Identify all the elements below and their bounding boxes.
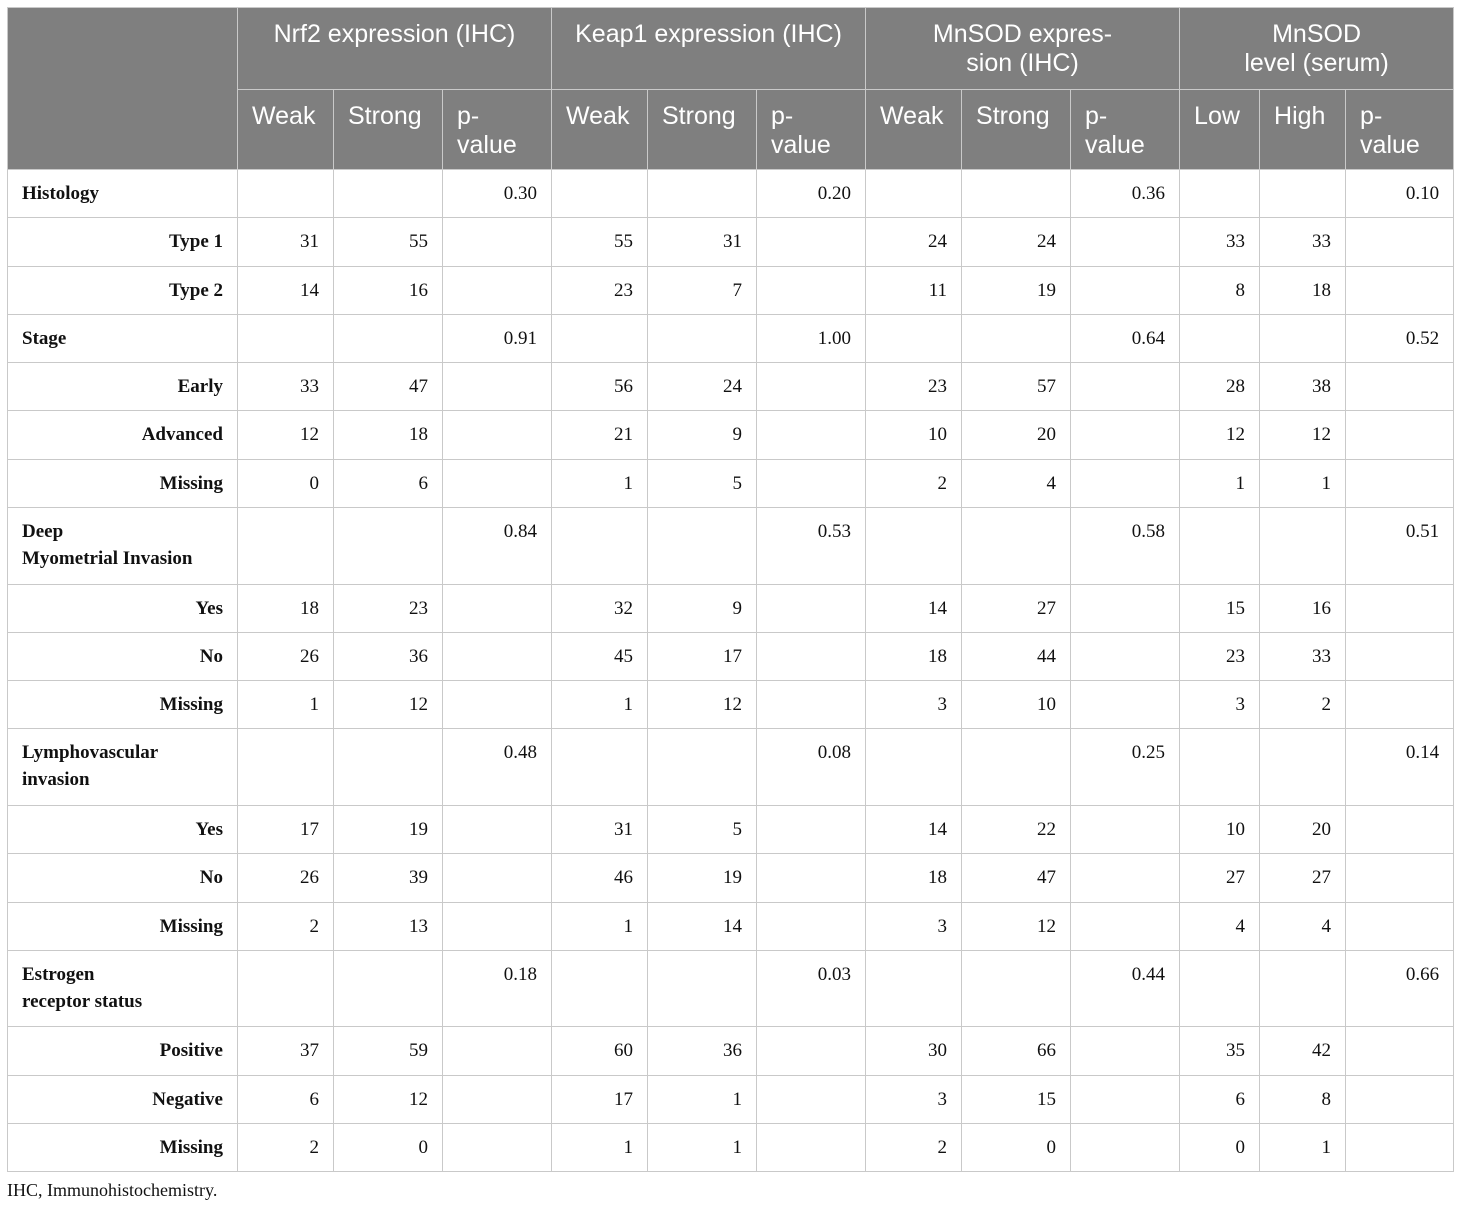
- table-cell: 16: [334, 266, 443, 314]
- table-cell: 17: [238, 805, 334, 853]
- table-cell: [443, 854, 552, 902]
- table-cell: 60: [552, 1027, 648, 1075]
- table-cell: 13: [334, 902, 443, 950]
- table-cell: 19: [962, 266, 1071, 314]
- table-cell: 0.91: [443, 314, 552, 362]
- table-cell: 55: [552, 218, 648, 266]
- table-cell: [1346, 1123, 1454, 1171]
- table-cell: 9: [648, 584, 757, 632]
- table-cell: [443, 902, 552, 950]
- row-label: Yes: [8, 805, 238, 853]
- table-row: [8, 1123, 1454, 1171]
- subheader-cell: p- value: [757, 90, 866, 170]
- subheader-cell: Weak: [866, 90, 962, 170]
- table-cell: [757, 1027, 866, 1075]
- table-footnote: IHC, Immunohistochemistry.: [7, 1180, 218, 1200]
- table-row: [8, 218, 1454, 266]
- table-cell: 31: [552, 805, 648, 853]
- table-cell: [334, 314, 443, 362]
- subheader-cell: Strong: [648, 90, 757, 170]
- table-row: [8, 902, 1454, 950]
- table-cell: 35: [1180, 1027, 1260, 1075]
- table-cell: [648, 508, 757, 585]
- row-label: Missing: [8, 459, 238, 507]
- table-cell: 36: [648, 1027, 757, 1075]
- table-cell: [757, 459, 866, 507]
- table-header: [8, 8, 1454, 170]
- table-cell: [757, 363, 866, 411]
- table-cell: 0.84: [443, 508, 552, 585]
- table-cell: 24: [866, 218, 962, 266]
- table-cell: 8: [1260, 1075, 1346, 1123]
- header-group-keap1: Keap1 expression (IHC): [552, 8, 866, 90]
- row-label: Advanced: [8, 411, 238, 459]
- table-cell: 27: [1260, 854, 1346, 902]
- table-cell: 1: [648, 1123, 757, 1171]
- table-cell: 4: [962, 459, 1071, 507]
- row-label: Negative: [8, 1075, 238, 1123]
- table-cell: 10: [1180, 805, 1260, 853]
- table-cell: [1260, 314, 1346, 362]
- table-row: [8, 632, 1454, 680]
- table-cell: [1071, 632, 1180, 680]
- row-label: Yes: [8, 584, 238, 632]
- table-cell: 18: [866, 632, 962, 680]
- table-cell: 0.66: [1346, 950, 1454, 1027]
- header-corner: [8, 8, 238, 170]
- table-cell: [1071, 459, 1180, 507]
- table-cell: [757, 854, 866, 902]
- table-section-row: [8, 170, 1454, 218]
- table-cell: 2: [238, 1123, 334, 1171]
- table-cell: [443, 218, 552, 266]
- table-cell: 14: [238, 266, 334, 314]
- table-cell: [1346, 805, 1454, 853]
- table-cell: [552, 950, 648, 1027]
- table-cell: 4: [1260, 902, 1346, 950]
- table-cell: [334, 170, 443, 218]
- table-cell: 0.20: [757, 170, 866, 218]
- section-label: Stage: [8, 314, 238, 362]
- table-cell: [1071, 1075, 1180, 1123]
- table-cell: 11: [866, 266, 962, 314]
- table-cell: [962, 950, 1071, 1027]
- table-cell: 26: [238, 632, 334, 680]
- row-label: No: [8, 632, 238, 680]
- row-label: Type 1: [8, 218, 238, 266]
- table-row: [8, 363, 1454, 411]
- table-cell: [334, 729, 443, 806]
- header-group-nrf2: Nrf2 expression (IHC): [238, 8, 552, 90]
- table-cell: 47: [334, 363, 443, 411]
- table-cell: 5: [648, 459, 757, 507]
- table-cell: [1346, 854, 1454, 902]
- table-cell: 12: [962, 902, 1071, 950]
- table-cell: [1346, 266, 1454, 314]
- table-cell: 55: [334, 218, 443, 266]
- table-cell: 44: [962, 632, 1071, 680]
- table-row: [8, 584, 1454, 632]
- table-cell: [443, 411, 552, 459]
- table-cell: 30: [866, 1027, 962, 1075]
- table-cell: 3: [1180, 681, 1260, 729]
- table-cell: 1: [1260, 1123, 1346, 1171]
- table-cell: 9: [648, 411, 757, 459]
- table-cell: 0.36: [1071, 170, 1180, 218]
- table-cell: [238, 950, 334, 1027]
- table-cell: [1260, 950, 1346, 1027]
- table-cell: 20: [1260, 805, 1346, 853]
- table-cell: [962, 170, 1071, 218]
- table-cell: 0.10: [1346, 170, 1454, 218]
- table-cell: [757, 902, 866, 950]
- table-cell: [757, 218, 866, 266]
- table-cell: 1: [552, 902, 648, 950]
- table-cell: [866, 314, 962, 362]
- table-cell: 19: [648, 854, 757, 902]
- table-cell: 10: [866, 411, 962, 459]
- table-cell: [1071, 902, 1180, 950]
- table-cell: [1346, 411, 1454, 459]
- table-cell: 37: [238, 1027, 334, 1075]
- table-cell: [1071, 218, 1180, 266]
- table-cell: 36: [334, 632, 443, 680]
- table-cell: 0.44: [1071, 950, 1180, 1027]
- table-cell: [238, 314, 334, 362]
- table-cell: [1071, 1123, 1180, 1171]
- table-row: [8, 266, 1454, 314]
- table-cell: [552, 729, 648, 806]
- table-cell: 0.48: [443, 729, 552, 806]
- table-cell: [1071, 411, 1180, 459]
- table-row: [8, 1075, 1454, 1123]
- table-cell: 0: [1180, 1123, 1260, 1171]
- table-cell: [334, 950, 443, 1027]
- table-cell: [757, 266, 866, 314]
- table-cell: [238, 508, 334, 585]
- table-cell: 31: [238, 218, 334, 266]
- table-cell: [1346, 459, 1454, 507]
- table-cell: 1: [648, 1075, 757, 1123]
- table-cell: 0.18: [443, 950, 552, 1027]
- table-cell: 17: [648, 632, 757, 680]
- header-group-mnsod-ihc: MnSOD expres- sion (IHC): [866, 8, 1180, 90]
- table-row: [8, 681, 1454, 729]
- table-cell: [443, 1123, 552, 1171]
- table-cell: [443, 805, 552, 853]
- table-cell: [757, 584, 866, 632]
- table-cell: [238, 729, 334, 806]
- table-cell: 14: [866, 805, 962, 853]
- table-cell: 28: [1180, 363, 1260, 411]
- subheader-cell: p- value: [443, 90, 552, 170]
- table-cell: 24: [962, 218, 1071, 266]
- table-cell: 24: [648, 363, 757, 411]
- table-body: [8, 170, 1454, 1172]
- table-cell: [1180, 170, 1260, 218]
- table-cell: 23: [334, 584, 443, 632]
- table-cell: 17: [552, 1075, 648, 1123]
- table-cell: 12: [648, 681, 757, 729]
- table-cell: [1180, 950, 1260, 1027]
- table-section-row: [8, 950, 1454, 1027]
- table-cell: [1346, 363, 1454, 411]
- table-cell: 47: [962, 854, 1071, 902]
- subheader-cell: p- value: [1346, 90, 1454, 170]
- table-row: [8, 854, 1454, 902]
- table-cell: [443, 266, 552, 314]
- table-cell: 0.08: [757, 729, 866, 806]
- table-cell: 0: [238, 459, 334, 507]
- table-cell: 16: [1260, 584, 1346, 632]
- table-cell: [443, 1027, 552, 1075]
- table-cell: 8: [1180, 266, 1260, 314]
- table-cell: 0.58: [1071, 508, 1180, 585]
- table-cell: 56: [552, 363, 648, 411]
- table-cell: [1346, 1075, 1454, 1123]
- table-cell: 18: [334, 411, 443, 459]
- table-row: [8, 459, 1454, 507]
- table-cell: 22: [962, 805, 1071, 853]
- table-cell: [648, 314, 757, 362]
- table-cell: 27: [1180, 854, 1260, 902]
- table-cell: [1071, 805, 1180, 853]
- table-cell: 6: [1180, 1075, 1260, 1123]
- table-cell: 7: [648, 266, 757, 314]
- table-cell: 26: [238, 854, 334, 902]
- table-section-row: [8, 508, 1454, 585]
- table-section-row: [8, 314, 1454, 362]
- row-label: Missing: [8, 1123, 238, 1171]
- table-cell: 5: [648, 805, 757, 853]
- table-cell: [1346, 584, 1454, 632]
- table-cell: [962, 314, 1071, 362]
- table-cell: 18: [238, 584, 334, 632]
- row-label: Missing: [8, 902, 238, 950]
- table-cell: [443, 632, 552, 680]
- section-label: Deep Myometrial Invasion: [8, 508, 238, 585]
- table-cell: 3: [866, 1075, 962, 1123]
- table-cell: [1071, 584, 1180, 632]
- subheader-cell: p- value: [1071, 90, 1180, 170]
- table-cell: [443, 584, 552, 632]
- table-cell: 6: [334, 459, 443, 507]
- table-cell: [552, 314, 648, 362]
- row-label: Type 2: [8, 266, 238, 314]
- table-cell: [962, 508, 1071, 585]
- table-cell: 59: [334, 1027, 443, 1075]
- table-cell: 18: [866, 854, 962, 902]
- table-cell: [866, 170, 962, 218]
- table-cell: 1: [1180, 459, 1260, 507]
- section-label: Estrogen receptor status: [8, 950, 238, 1027]
- table-cell: 0.25: [1071, 729, 1180, 806]
- table-row: [8, 1027, 1454, 1075]
- table-cell: [1071, 266, 1180, 314]
- table-cell: 33: [1260, 218, 1346, 266]
- table-cell: 12: [238, 411, 334, 459]
- row-label: Positive: [8, 1027, 238, 1075]
- table-cell: 23: [1180, 632, 1260, 680]
- table-cell: [1180, 508, 1260, 585]
- table-cell: 23: [552, 266, 648, 314]
- table-cell: 0.03: [757, 950, 866, 1027]
- table-cell: 0.30: [443, 170, 552, 218]
- table-cell: [1346, 902, 1454, 950]
- table-section-row: [8, 729, 1454, 806]
- header-group-mnsod-serum: MnSOD level (serum): [1180, 8, 1454, 90]
- table-cell: 38: [1260, 363, 1346, 411]
- table-cell: 46: [552, 854, 648, 902]
- table-cell: 20: [962, 411, 1071, 459]
- table-cell: [552, 170, 648, 218]
- table-row: [8, 805, 1454, 853]
- subheader-cell: High: [1260, 90, 1346, 170]
- table-cell: 23: [866, 363, 962, 411]
- table-cell: 12: [334, 1075, 443, 1123]
- table-cell: [1346, 681, 1454, 729]
- table-cell: 14: [866, 584, 962, 632]
- table-cell: [757, 1123, 866, 1171]
- table-cell: 45: [552, 632, 648, 680]
- table-cell: 2: [1260, 681, 1346, 729]
- table-cell: 14: [648, 902, 757, 950]
- table-cell: 42: [1260, 1027, 1346, 1075]
- table-cell: 15: [1180, 584, 1260, 632]
- table-cell: [1180, 729, 1260, 806]
- table-cell: 33: [238, 363, 334, 411]
- table-cell: [443, 681, 552, 729]
- table-cell: 6: [238, 1075, 334, 1123]
- table-cell: [1346, 218, 1454, 266]
- table-cell: 0: [334, 1123, 443, 1171]
- table-cell: 10: [962, 681, 1071, 729]
- table-cell: 1.00: [757, 314, 866, 362]
- section-label: Lymphovascular invasion: [8, 729, 238, 806]
- table-cell: 66: [962, 1027, 1071, 1075]
- table-cell: 0.64: [1071, 314, 1180, 362]
- subheader-cell: Strong: [962, 90, 1071, 170]
- table-cell: [552, 508, 648, 585]
- table-cell: 3: [866, 681, 962, 729]
- table-cell: 32: [552, 584, 648, 632]
- row-label: Early: [8, 363, 238, 411]
- table-cell: 0: [962, 1123, 1071, 1171]
- table-cell: [757, 681, 866, 729]
- table-cell: 2: [866, 459, 962, 507]
- table-cell: [1071, 681, 1180, 729]
- table-cell: 21: [552, 411, 648, 459]
- table-cell: 0.52: [1346, 314, 1454, 362]
- subheader-cell: Low: [1180, 90, 1260, 170]
- table-cell: [866, 508, 962, 585]
- table-cell: [1346, 632, 1454, 680]
- table-cell: [757, 805, 866, 853]
- table-cell: 19: [334, 805, 443, 853]
- table-cell: 1: [552, 459, 648, 507]
- table-cell: [334, 508, 443, 585]
- table-cell: [1071, 363, 1180, 411]
- table-cell: 0.14: [1346, 729, 1454, 806]
- table-cell: [962, 729, 1071, 806]
- table-cell: [866, 729, 962, 806]
- table-cell: 3: [866, 902, 962, 950]
- table-cell: [443, 459, 552, 507]
- table-cell: 0.51: [1346, 508, 1454, 585]
- table-cell: 12: [1260, 411, 1346, 459]
- table-cell: [757, 411, 866, 459]
- table-cell: [866, 950, 962, 1027]
- subheader-cell: Weak: [238, 90, 334, 170]
- table-cell: 1: [552, 1123, 648, 1171]
- table-cell: [757, 1075, 866, 1123]
- table-cell: 57: [962, 363, 1071, 411]
- table-cell: [443, 1075, 552, 1123]
- subheader-cell: Strong: [334, 90, 443, 170]
- table-cell: [1260, 729, 1346, 806]
- row-label: Missing: [8, 681, 238, 729]
- table-cell: 1: [1260, 459, 1346, 507]
- table-cell: [648, 729, 757, 806]
- table-cell: [648, 170, 757, 218]
- table-cell: [443, 363, 552, 411]
- table-cell: 33: [1260, 632, 1346, 680]
- table-cell: 15: [962, 1075, 1071, 1123]
- subheader-cell: Weak: [552, 90, 648, 170]
- table-cell: [757, 632, 866, 680]
- table-cell: 1: [238, 681, 334, 729]
- table-cell: 4: [1180, 902, 1260, 950]
- table-cell: [238, 170, 334, 218]
- table-cell: 2: [866, 1123, 962, 1171]
- table-cell: 31: [648, 218, 757, 266]
- table-cell: [1260, 170, 1346, 218]
- table-cell: [1071, 1027, 1180, 1075]
- table-cell: 33: [1180, 218, 1260, 266]
- table-cell: 2: [238, 902, 334, 950]
- table-cell: 12: [1180, 411, 1260, 459]
- table-cell: [1260, 508, 1346, 585]
- table-cell: [1071, 854, 1180, 902]
- table-cell: [648, 950, 757, 1027]
- table-cell: 12: [334, 681, 443, 729]
- table-cell: 1: [552, 681, 648, 729]
- section-label: Histology: [8, 170, 238, 218]
- table-row: [8, 411, 1454, 459]
- row-label: No: [8, 854, 238, 902]
- table-cell: 27: [962, 584, 1071, 632]
- table-cell: 18: [1260, 266, 1346, 314]
- table-cell: 39: [334, 854, 443, 902]
- table-cell: [1346, 1027, 1454, 1075]
- table-cell: [1180, 314, 1260, 362]
- table-cell: 0.53: [757, 508, 866, 585]
- data-table: [7, 7, 1454, 1172]
